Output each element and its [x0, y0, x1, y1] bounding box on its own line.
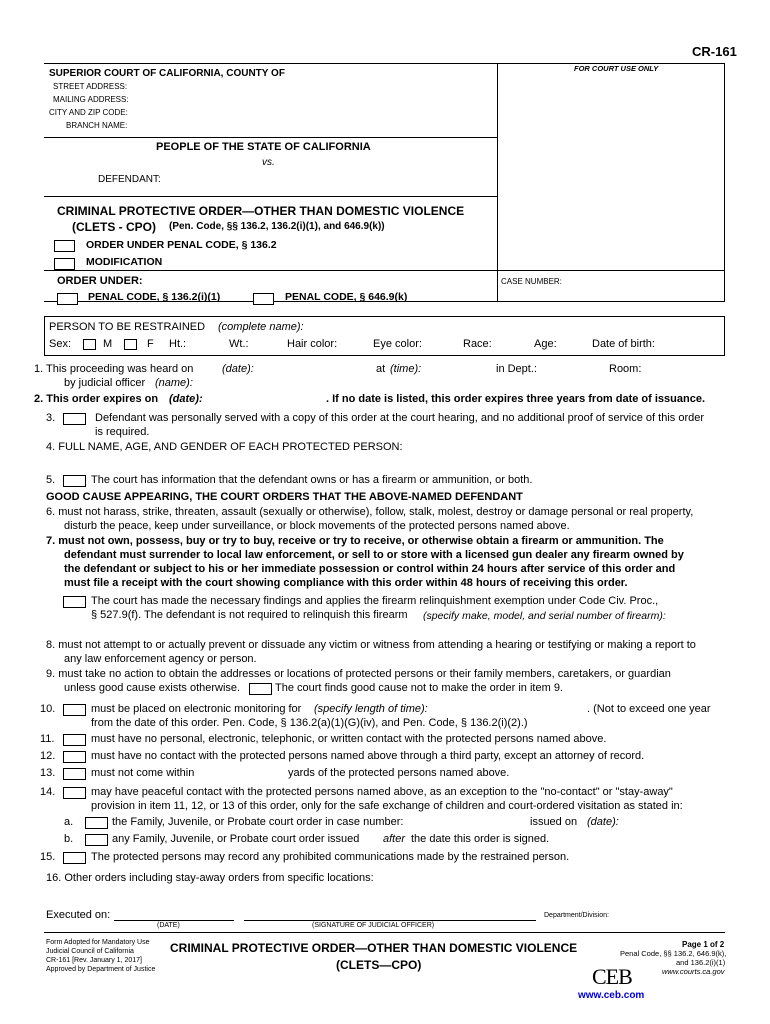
item-15-number: 15. — [40, 851, 56, 863]
item-6-text: 6. must not harass, strike, threaten, assault (sexually or otherwise), follow, stalk, molest, destroy or damage personal or real property, — [46, 506, 694, 518]
footer-adopted: Form Adopted for Mandatory Use — [46, 939, 150, 946]
footer-rule — [44, 932, 725, 933]
order-title: CRIMINAL PROTECTIVE ORDER—OTHER THAN DOMESTIC VIOLENCE — [57, 204, 465, 218]
item-12-checkbox[interactable] — [63, 751, 86, 763]
item-13-text: must not come within — [91, 767, 195, 779]
item-2-text: 2. This order expires on — [34, 393, 159, 405]
footer-title: CRIMINAL PROTECTIVE ORDER—OTHER THAN DOMESTIC VIOLENCE — [170, 941, 578, 955]
age-label: Age: — [534, 338, 557, 350]
item-7-exemption-text: The court has made the necessary findings and applies the firearm relinquishment exemption under Code Civ. Proc., — [91, 595, 659, 607]
footer-web: www.courts.ca.gov — [662, 967, 725, 976]
court-title: SUPERIOR COURT OF CALIFORNIA, COUNTY OF — [49, 68, 285, 79]
sex-m-checkbox[interactable] — [83, 339, 96, 350]
item-14a-text: the Family, Juvenile, or Probate court order in case number: — [112, 816, 404, 828]
item-5-checkbox[interactable] — [63, 475, 86, 487]
caption-title-divider — [44, 196, 498, 197]
height-label: Ht.: — [169, 338, 187, 350]
sex-f-label: F — [147, 338, 154, 350]
footer-council: Judicial Council of California — [46, 948, 134, 955]
header-right-rule — [724, 63, 725, 301]
item-1-officer-name-label: (name): — [155, 377, 193, 389]
defendant-label: DEFENDANT: — [98, 174, 161, 185]
order-646-9k-label: PENAL CODE, § 646.9(k) — [285, 291, 408, 303]
item-8-text-cont: any law enforcement agency or person. — [64, 653, 257, 665]
good-cause-heading: GOOD CAUSE APPEARING, THE COURT ORDERS THAT THE ABOVE-NAMED DEFENDANT — [46, 491, 523, 503]
item-14a-date-label: (date): — [587, 816, 619, 828]
footer-page: Page 1 of 2 — [682, 940, 725, 949]
sex-m-label: M — [103, 338, 113, 350]
item-14-text-cont: provision in item 11, 12, or 13 of this order, only for the safe exchange of children and court-ordered visitation as stated in: — [91, 800, 683, 812]
item-13-text-cont: yards of the protected persons named above. — [288, 767, 510, 779]
item-15-checkbox[interactable] — [63, 852, 86, 864]
item-5-text: The court has information that the defendant owns or has a firearm or ammunition, or both. — [91, 474, 533, 486]
people-caption: PEOPLE OF THE STATE OF CALIFORNIA — [156, 141, 371, 153]
item-3-number: 3. — [46, 412, 56, 424]
footer-revision: CR-161 [Rev. January 1, 2017] — [46, 957, 142, 964]
item-7-exemption-checkbox[interactable] — [63, 596, 86, 608]
item-2-expiry-note: . If no date is listed, this order expires three years from date of issuance. — [326, 393, 706, 405]
order-title-citation: (Pen. Code, §§ 136.2, 136.2(i)(1), and 646.9(k)) — [169, 221, 385, 232]
eye-color-label: Eye color: — [373, 338, 422, 350]
weight-label: Wt.: — [229, 338, 249, 350]
form-number: CR-161 — [692, 44, 737, 59]
order-under-label: ORDER UNDER: — [57, 275, 143, 287]
item-1-dept-label: in Dept.: — [496, 363, 537, 375]
item-7-text-3: the defendant or subject to his or her immediate possession or control within 24 hours after service of this order and — [64, 563, 676, 575]
item-7-exemption-text-2: § 527.9(f). The defendant is not required to relinquish this firearm — [91, 609, 408, 621]
item-3-checkbox[interactable] — [63, 413, 86, 425]
vs-label: vs. — [262, 157, 275, 168]
order-646-9k-checkbox[interactable] — [253, 293, 274, 305]
order-136-2-checkbox[interactable] — [54, 240, 75, 252]
item-6-text-cont: disturb the peace, keep under surveillance, or block movements of the protected persons named above. — [64, 520, 570, 532]
date-caption: (DATE) — [157, 922, 180, 929]
item-1-date-label: (date): — [222, 363, 254, 375]
item-9-good-cause-text: The court finds good cause not to make the order in item 9. — [275, 682, 563, 694]
item-4-text: 4. FULL NAME, AGE, AND GENDER OF EACH PROTECTED PERSON: — [46, 441, 403, 453]
item-10-text: must be placed on electronic monitoring for — [91, 703, 302, 715]
modification-checkbox[interactable] — [54, 258, 75, 270]
race-label: Race: — [463, 338, 492, 350]
date-of-birth-label: Date of birth: — [592, 338, 655, 350]
item-14-checkbox[interactable] — [63, 787, 86, 799]
mailing-address-label: MAILING ADDRESS: — [53, 95, 129, 104]
item-14b-index: b. — [64, 833, 74, 845]
item-1-at-label: at — [376, 363, 386, 375]
executed-on-label: Executed on: — [46, 909, 111, 921]
item-14b-text: any Family, Juvenile, or Probate court order issued — [112, 833, 360, 845]
item-3-text: Defendant was personally served with a copy of this order at the court hearing, and no additional proof of service of this order — [95, 412, 705, 424]
order-title-clets: (CLETS - CPO) — [72, 220, 156, 234]
item-8-text: 8. must not attempt to or actually prevent or dissuade any victim or witness from attending a hearing or testifying or making a report to — [46, 639, 696, 651]
item-14a-issued-label: issued on — [530, 816, 578, 828]
item-10-checkbox[interactable] — [63, 704, 86, 716]
item-10-hint: (specify length of time): — [314, 703, 428, 715]
item-10-limit: . (Not to exceed one year — [587, 703, 711, 715]
footer-approved: Approved by Department of Justice — [46, 966, 156, 973]
footer-title-clets: (CLETS—CPO) — [336, 958, 422, 972]
for-court-use-label: FOR COURT USE ONLY — [574, 64, 659, 73]
order-136-2-i1-label: PENAL CODE, § 136.2(i)(1) — [88, 291, 221, 303]
order-136-2-i1-checkbox[interactable] — [57, 293, 78, 305]
court-caption-divider — [44, 137, 498, 138]
item-2-date-label: (date): — [169, 393, 203, 405]
item-14a-index: a. — [64, 816, 74, 828]
item-5-number: 5. — [46, 474, 56, 486]
item-12-number: 12. — [40, 750, 56, 762]
item-14-text: may have peaceful contact with the protected persons named above, as an exception to the "no-contact" or "stay-away" — [91, 786, 673, 798]
item-7-text: 7. must not own, possess, buy or try to buy, receive or try to receive, or otherwise obtain a firearm or ammunition. The — [46, 535, 664, 547]
item-7-text-4: must file a receipt with the court showing compliance with this order within 48 hours of receiving this order. — [64, 577, 628, 589]
item-1-text: 1. This proceeding was heard on — [34, 363, 194, 375]
item-1-room-label: Room: — [609, 363, 642, 375]
case-number-label: CASE NUMBER: — [501, 277, 562, 286]
item-12-text: must have no contact with the protected persons named above through a third party, except an attorney of record. — [91, 750, 645, 762]
item-10-number: 10. — [40, 703, 56, 715]
item-1-officer-label: by judicial officer — [64, 377, 146, 389]
case-number-divider — [44, 270, 725, 271]
item-13-checkbox[interactable] — [63, 768, 86, 780]
item-14b-after: after — [383, 833, 406, 845]
item-7-text-2: defendant must surrender to local law enforcement, or sell to or store with a licensed gun dealer any firearm owned by — [64, 549, 684, 561]
restrained-heading-hint: (complete name): — [218, 321, 304, 333]
date-line[interactable] — [114, 920, 234, 921]
item-16-text: 16. Other orders including stay-away orders from specific locations: — [46, 872, 374, 884]
item-14a-checkbox[interactable] — [85, 817, 108, 829]
item-14b-text-cont: the date this order is signed. — [411, 833, 550, 845]
item-14-number: 14. — [40, 786, 56, 798]
item-10-text-cont: from the date of this order. Pen. Code, § 136.2(a)(1)(G)(iv), and Pen. Code, § 136.2(i)(2).) — [91, 717, 528, 729]
ceb-logo: CEB — [592, 964, 632, 989]
item-15-text: The protected persons may record any prohibited communications made by the restrained person. — [91, 851, 570, 863]
order-136-2-label: ORDER UNDER PENAL CODE, § 136.2 — [86, 239, 277, 251]
restrained-heading: PERSON TO BE RESTRAINED — [49, 321, 206, 333]
item-9-checkbox[interactable] — [249, 683, 272, 695]
footer-cite-1: Penal Code, §§ 136.2, 646.9(k), — [620, 949, 727, 958]
modification-label: MODIFICATION — [86, 256, 163, 268]
item-1-time-label: (time): — [390, 363, 422, 375]
item-13-number: 13. — [40, 767, 56, 779]
item-7-firearm-hint: (specify make, model, and serial number of firearm): — [423, 610, 666, 622]
item-9-text: 9. must take no action to obtain the addresses or locations of protected persons or their family members, caretakers, or guardian — [46, 668, 671, 680]
department-label: Department/Division: — [544, 912, 609, 919]
signature-line[interactable] — [244, 920, 536, 921]
item-14b-checkbox[interactable] — [85, 834, 108, 846]
branch-name-label: BRANCH NAME: — [66, 121, 128, 130]
item-3-text-cont: is required. — [95, 426, 150, 438]
street-address-label: STREET ADDRESS: — [53, 82, 128, 91]
sex-f-checkbox[interactable] — [124, 339, 137, 350]
ceb-url-link[interactable]: www.ceb.com — [578, 990, 645, 1001]
item-11-checkbox[interactable] — [63, 734, 86, 746]
city-zip-label: CITY AND ZIP CODE: — [49, 108, 128, 117]
hair-color-label: Hair color: — [287, 338, 338, 350]
signature-caption: (SIGNATURE OF JUDICIAL OFFICER) — [312, 922, 435, 929]
item-9-text-cont: unless good cause exists otherwise. — [64, 682, 241, 694]
court-use-divider — [497, 63, 498, 301]
footer-cite-2: and 136.2(i)(1) — [676, 958, 726, 967]
item-11-text: must have no personal, electronic, telephonic, or written contact with the protected persons named above. — [91, 733, 607, 745]
sex-label: Sex: — [49, 338, 72, 350]
item-11-number: 11. — [40, 733, 55, 745]
